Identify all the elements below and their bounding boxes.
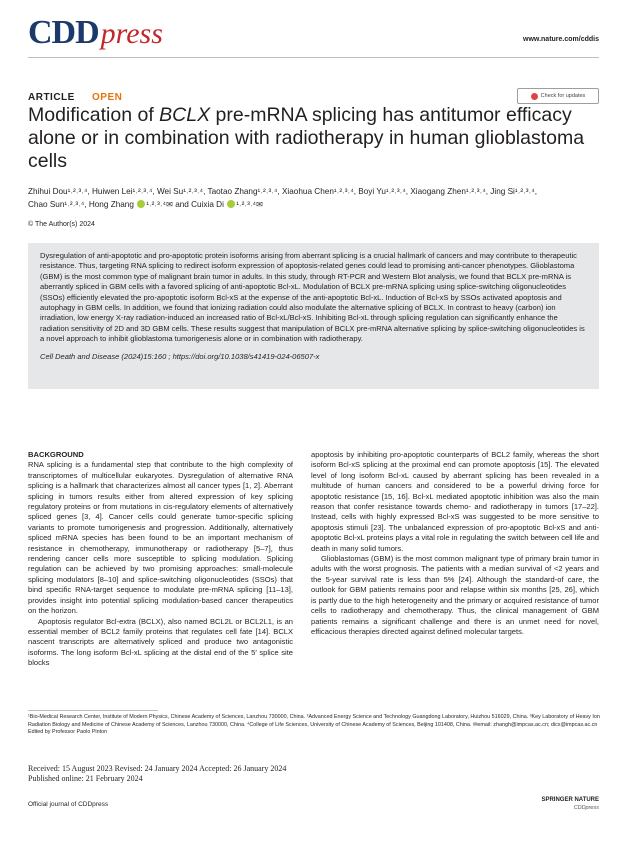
footnote-rule bbox=[28, 710, 158, 711]
article-type-label: ARTICLE bbox=[28, 92, 75, 103]
check-for-updates-label: Check for updates bbox=[540, 93, 586, 99]
received-dates: Received: 15 August 2023 Revised: 24 January 2024 Accepted: 26 January 2024 bbox=[28, 764, 287, 773]
check-for-updates-button[interactable] bbox=[517, 88, 599, 104]
official-journal-label: Official journal of CDDpress bbox=[28, 801, 109, 808]
paragraph: Glioblastomas (GBM) is the most common malignant type of primary brain tumor in adults with the worst prognosis. The patients with a median survival of <2 years and the 5-year survival rate is less than 5% [24]. Although the standard-of care, the outlook for GBM patients remains poor and relapse within six months [25, 26], which is partly due to the high heterogeneity and the primary or acquired resistance of tumor cells to radiotherapy and chemotherapy. Thus, the clinical management of GBM patients remains a significant challenge and there is an unmet need for novel, efficacious therapies directed against defined molecular targets. bbox=[311, 554, 599, 636]
abstract-text: Dysregulation of anti-apoptotic and pro-apoptotic protein isoforms arising from aberrant splicing is a crucial hallmark of cancers and may contribute to therapeutic resistance. Thus, targeting RNA splicing to redirect isoform expression of apoptosis-related genes could lead to promising anti-cancer phenotypes. Glioblastoma (GBM) is the most common type of malignant brain tumor in adults. In this study, through RT-PCR and Western Blot analysis, we found that BCLX pre-mRNA is aberrantly spliced in GBM cells with a favored splicing of anti-apoptotic Bcl-xL. Modulation of BCLX pre-mRNA splicing using splice-switching oligonucleotides (SSOs) efficiently elevated the pro-apoptotic isoform Bcl-xS at the expense of the anti-apoptotic Bcl-xL. Induction of Bcl-xS by SSOs activated apoptosis and autophagy in GBM cells. In addition, we found that ionizing radiation could also modulate the alternative splicing of BCLX. In contrast to heavy (carbon) ion irradiation, low energy X-ray radiation-induced an increased ratio of Bcl-xL/Bcl-xS. Inhibiting Bcl-xL through splicing regulation can significantly enhance the radiation sensitivity of 2D and 3D GBM cells. These results suggest that manipulation of BCLX pre-mRNA alternative splicing by splice-switching oligonucleotides is a novel approach to inhibit glioblastoma tumorigenesis alone or in combination with radiotherapy. bbox=[40, 251, 585, 344]
author-line-1: Zhihui Dou¹˒²˒³˒⁴, Huiwen Lei¹˒²˒³˒⁴, Wei Su¹˒²˒³˒⁴, Taotao Zhang¹˒²˒³˒⁴, Xiaohua Chen¹˒²˒³˒⁴, Boyi Yu¹˒²˒³˒⁴, Xiaogang Zhen¹˒²˒³˒⁴, Jing Si¹˒²˒³˒⁴, bbox=[28, 187, 538, 196]
paragraph: Apoptosis regulator Bcl-extra (BCLX), also named BCL2L or BCL2L1, is an essential member of BCL2 family proteins that regulates cell fate [14]. BCLX nascent transcripts are alternatively spliced and produce two antagonistic isoforms. The long isoform Bcl-xL splicing at the distal end of the 5′ splice site blocks bbox=[28, 616, 293, 668]
author-list bbox=[28, 186, 608, 211]
published-date: Published online: 21 February 2024 bbox=[28, 774, 143, 783]
orcid-icon[interactable] bbox=[227, 200, 235, 208]
author-line-2: Chao Sun¹˒²˒³˒⁴, Hong Zhang ¹˒²˒³˒⁴✉ and Cuixia Di ¹˒²˒³˒⁴✉ bbox=[28, 199, 263, 209]
edited-by: Edited by Professor Paolo Pinton bbox=[28, 729, 108, 736]
paragraph: RNA splicing is a fundamental step that contribute to the high complexity of transcriptomes of multicellular eukaryotes. Dysregulation of alternative RNA splicing is a hallmark that characterizes almost all cancer types [1, 2]. Aberrant splicing in tumors results either from altered expression of key splicing regulatory proteins or from mutations in cis-regulatory elements of alternatively spliced genes [3, 4]. Cancer cells could generate tumor-specific splicing variants to promote tumorigenesis and progression. Additionally, alternatively spliced mRNA species has been found to be an important mechanism of resistance in chemotherapy, immunotherapy or radiotherapy [5–7], thus rendering cancer cells more susceptible to splicing modulation. Splicing regulation can be achieved by two promising approaches: small-molecule splicing modulators [8–10] and splice-switching oligonucleotides (SSOs) that bind specific RNA-target sequence to modulate pre-mRNA splicing [11–13], provides insight into potential splicing modulation-based cancer therapeutics on the horizon. bbox=[28, 460, 293, 616]
citation-line[interactable]: Cell Death and Disease (2024)15:160 ; https://doi.org/10.1038/s41419-024-06507-x bbox=[40, 351, 320, 361]
orcid-icon[interactable] bbox=[137, 200, 145, 208]
journal-site-link[interactable]: www.nature.com/cddis bbox=[523, 36, 599, 43]
crossmark-icon bbox=[531, 93, 538, 100]
affiliations-footnote bbox=[28, 714, 603, 737]
article-title: Modification of BCLX pre-mRNA splicing has antitumor efficacy alone or in combination with radiotherapy in human glioblastoma cells bbox=[28, 104, 585, 172]
header-rule bbox=[28, 57, 599, 58]
journal-logo: CDDpress bbox=[28, 14, 163, 51]
right-column bbox=[311, 450, 599, 637]
abstract-box bbox=[28, 243, 599, 389]
left-column bbox=[28, 450, 293, 669]
section-heading: BACKGROUND bbox=[28, 450, 84, 459]
cddpress-text: CDDpress bbox=[573, 805, 599, 811]
paragraph: apoptosis by inhibiting pro-apoptotic counterparts of BCL2 family, whereas the short isoform Bcl-xS splicing at the proximal end can promote apoptosis [15]. The elevated level of long isoform Bcl-xL caused by aberrant splicing has been revealed in a multitude of human cancers and considered to be a powerful driving force for apoptotic resistance [15, 16]. Bcl-xL mediated apoptotic inhibition was also the main reason that confer resistance towards chemo- and radiotherapy in tumors [17–22]. Instead, cells with highly expressed Bcl-xS was suggested to be more sensitive to apoptosis stimuli [23]. The unbalanced expression of pro-apoptotic Bcl-xS and anti-apoptotic Bcl-xL proteins plays a vital role in regulating the switch between cell life and death in many solid tumors. bbox=[311, 450, 599, 553]
article-dates bbox=[28, 764, 286, 784]
open-access-label: OPEN bbox=[92, 92, 123, 103]
springer-nature-text: SPRINGER NATURE bbox=[541, 797, 599, 803]
copyright-notice: © The Author(s) 2024 bbox=[28, 221, 95, 228]
affiliations-text: ¹Bio-Medical Research Center, Institute of Modern Physics, Chinese Academy of Sciences, Lanzhou 730000, China. ²Advanced Energy Science and Technology Guangdong Laboratory, Huizhou 516029, China. ³Key Laboratory of Heavy Ion Radiation Biology and Medicine of Chinese Academy of Sciences, Lanzhou 730000, China. ⁴College of Life Sciences, University of Chinese Academy of Sciences, Beijing 101408, China. ✉email: zhangh@impcas.ac.cn; dicx@impcas.ac.cn bbox=[28, 714, 600, 728]
springer-nature-logo bbox=[541, 796, 599, 812]
